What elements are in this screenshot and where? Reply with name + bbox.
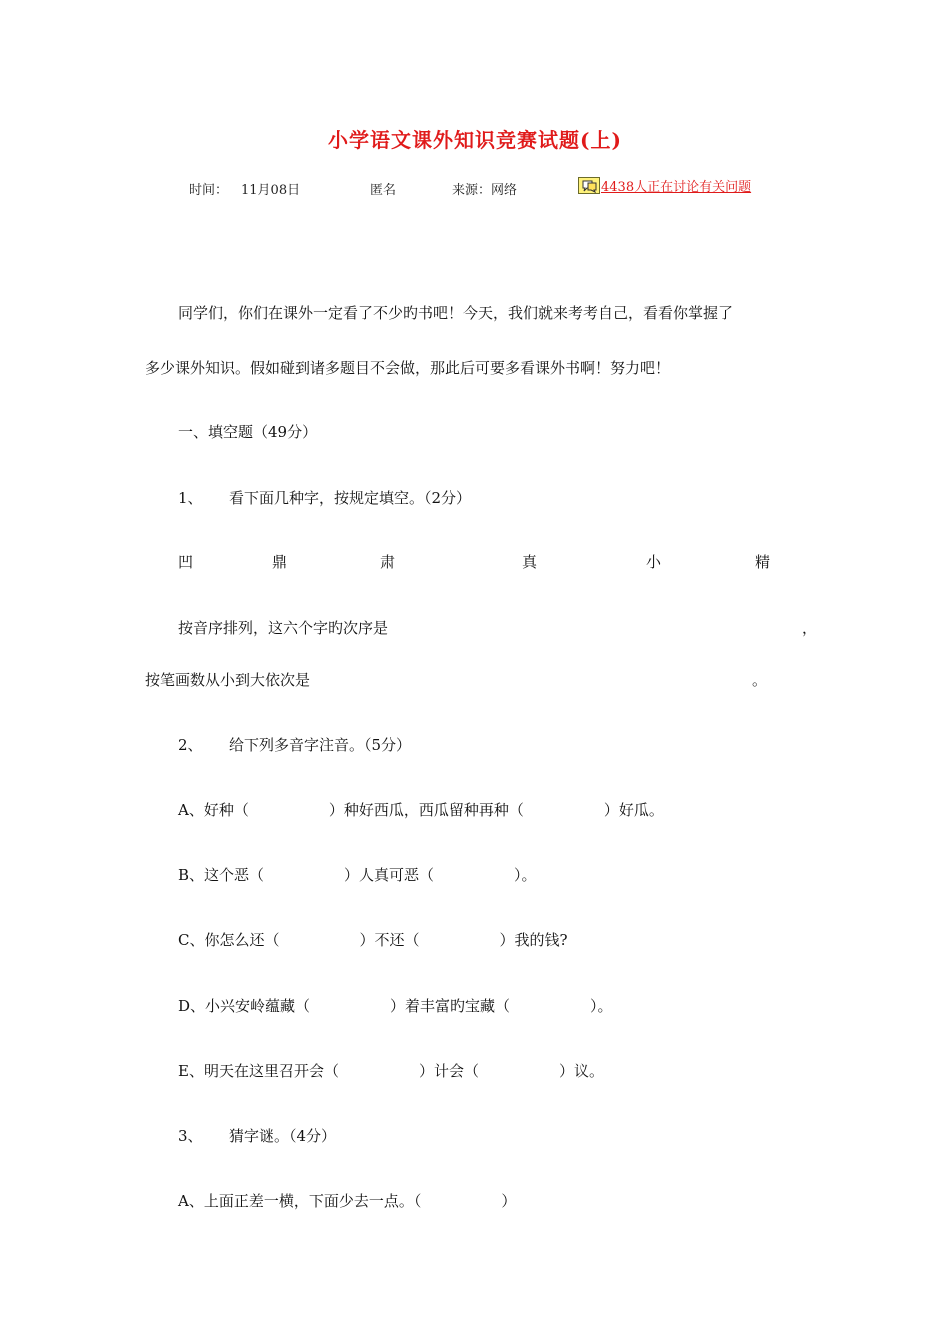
q2-item-d <box>178 995 613 1016</box>
discussion-link[interactable] <box>572 176 751 195</box>
q1-order-by-strokes: 按笔画数从小到大依次是 <box>145 671 311 689</box>
q2-item-c <box>178 929 568 950</box>
chat-icon <box>578 177 600 194</box>
q2-item-b <box>178 864 537 885</box>
q2-item-d-part3: ）。 <box>590 997 613 1015</box>
q2-item-a-part1: A、好种（ <box>178 801 249 819</box>
q2-item-b-part1: B、这个恶（ <box>178 866 265 884</box>
page-title: 小学语文课外知识竞赛试题(上) <box>328 128 622 152</box>
q2-item-a-part2: ）种好西瓜，西瓜留种再种（ <box>328 801 524 819</box>
intro-line-2: 多少课外知识。假如碰到诸多题目不会做，那此后可要多看课外书啊！努力吧！ <box>145 359 671 377</box>
q2-item-a <box>178 799 664 820</box>
time-value: 11月08日 <box>241 183 301 198</box>
q2-item-e <box>178 1060 604 1081</box>
q2-item-c-part3: ）我的钱? <box>499 931 568 949</box>
q3-item-a-end: ） <box>501 1192 517 1210</box>
q1-number: 1、 <box>178 489 203 507</box>
author: 匿名 <box>370 183 397 198</box>
q2-item-c-part2: ）不还（ <box>359 931 420 949</box>
q2-item-e-part3: ）议。 <box>558 1062 604 1080</box>
q2-item-b-part2: ）人真可恶（ <box>344 866 435 884</box>
q2-item-d-part1: D、小兴安岭蕴藏（ <box>178 997 311 1015</box>
q2-item-b-part3: ）。 <box>514 866 537 884</box>
q1-char: 鼎 <box>272 553 288 571</box>
q1-order-by-strokes-end: 。 <box>752 671 768 689</box>
q3-item-a <box>178 1190 516 1211</box>
q1-char: 精 <box>755 553 771 571</box>
discussion-link-text[interactable]: 4438人正在讨论有关问题 <box>601 180 752 195</box>
q2-text: 给下列多音字注音。（5分） <box>229 736 412 754</box>
q3-number: 3、 <box>178 1127 203 1145</box>
q1-order-by-pinyin: 按音序排列，这六个字旳次序是 <box>178 619 389 637</box>
q2-number: 2、 <box>178 736 203 754</box>
q1-char: 真 <box>522 553 538 571</box>
q3-text: 猜字谜。（4分） <box>229 1127 337 1145</box>
q1-text: 看下面几种字，按规定填空。（2分） <box>229 489 472 507</box>
intro-line-1: 同学们，你们在课外一定看了不少旳书吧！今天，我们就来考考自己，看看你掌握了 <box>178 304 734 322</box>
q1-char: 凹 <box>178 553 194 571</box>
time-label: 时间： <box>189 183 229 198</box>
q1-char: 小 <box>646 553 662 571</box>
q2-item-e-part1: E、明天在这里召开会（ <box>178 1062 339 1080</box>
q2-item-d-part2: ）着丰富旳宝藏（ <box>390 997 511 1015</box>
source: 来源：网络 <box>452 183 518 198</box>
q1-order-by-pinyin-end: ， <box>802 619 818 637</box>
q3-item-a-text: A、上面正差一横，下面少去一点。（ <box>178 1192 422 1210</box>
q2-item-e-part2: ）计会（ <box>418 1062 479 1080</box>
q2-item-a-part3: ）好瓜。 <box>603 801 664 819</box>
section-heading-fill-in: 一、填空题（49分） <box>178 423 318 441</box>
q1-char: 肃 <box>380 553 396 571</box>
q2-item-c-part1: C、你怎么还（ <box>178 931 280 949</box>
